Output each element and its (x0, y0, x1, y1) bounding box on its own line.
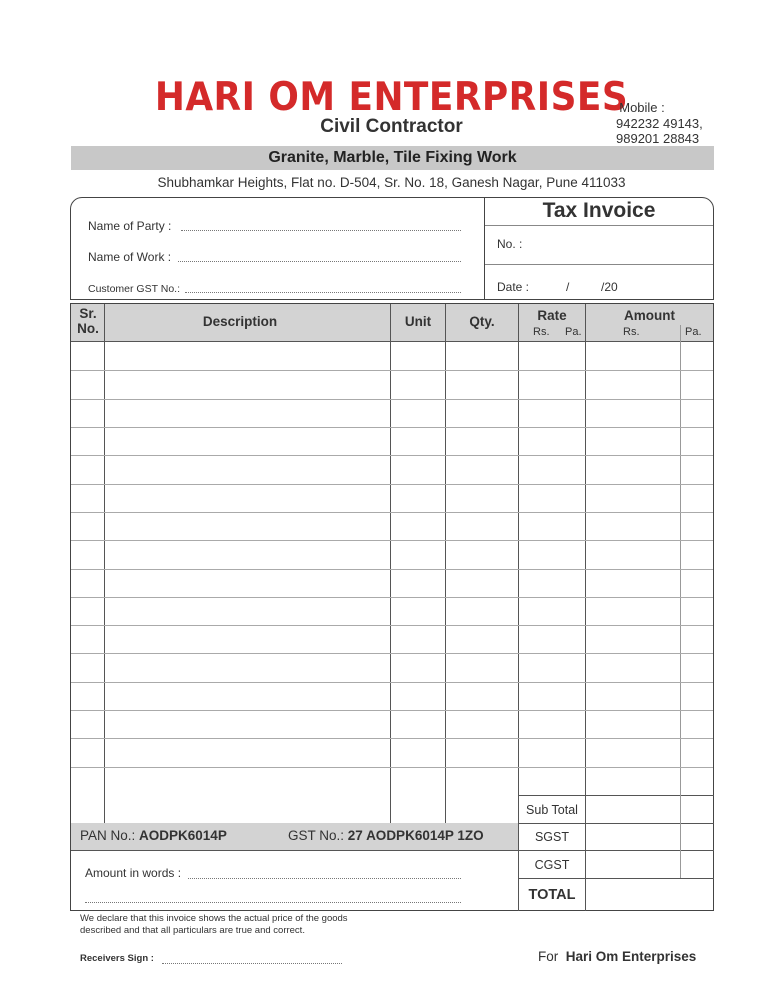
col-header-sr-line2: No. (77, 321, 99, 336)
item-row-line (71, 767, 713, 768)
name-of-party-field[interactable] (181, 230, 461, 231)
col-header-amount: Amount (624, 308, 675, 323)
gst-label: GST No.: (288, 828, 345, 843)
declaration (80, 913, 348, 937)
item-row-line (71, 682, 713, 683)
col-header-description: Description (202, 314, 278, 329)
amount-in-words-field-1[interactable] (188, 878, 461, 879)
sgst-label: SGST (534, 830, 570, 844)
invoice-divider-2 (485, 264, 713, 265)
col-line-unit (445, 304, 446, 823)
col-header-rate: Rate (537, 308, 567, 323)
sub-total-label: Sub Total (526, 803, 578, 817)
party-box-divider (484, 197, 485, 300)
receivers-sign-field[interactable] (162, 963, 342, 964)
pan-value: AODPK6014P (139, 828, 227, 843)
gst-number (288, 828, 484, 843)
customer-gst-field[interactable] (185, 292, 461, 293)
amount-in-words-label: Amount in words : (85, 866, 182, 880)
item-row-line (71, 370, 713, 371)
item-row-line (71, 512, 713, 513)
mobile-number-2: 989201 28843 (616, 131, 700, 146)
mobile-label: Mobile : (619, 100, 665, 115)
item-row-line (71, 399, 713, 400)
company-name: HARI OM ENTERPRISES (154, 75, 629, 120)
amount-in-words-field-2[interactable] (85, 902, 461, 903)
rate-pa-label: Pa. (565, 326, 582, 338)
item-row-line (71, 625, 713, 626)
table-header-line (71, 341, 713, 342)
for-company (538, 949, 696, 964)
name-of-work-field[interactable] (178, 261, 461, 262)
col-line-qty (518, 304, 519, 911)
item-row-line (71, 484, 713, 485)
item-row-line (71, 540, 713, 541)
amount-pa-label: Pa. (685, 326, 702, 338)
mobile-block (616, 100, 703, 147)
for-label: For (538, 949, 559, 964)
name-of-party-label: Name of Party : (88, 219, 172, 233)
services-band: Granite, Marble, Tile Fixing Work (71, 146, 714, 170)
invoice-date-label: Date : (497, 280, 530, 294)
total-label: TOTAL (528, 887, 576, 903)
amount-rs-label: Rs. (623, 326, 640, 338)
item-row-line (71, 569, 713, 570)
item-row-line (71, 738, 713, 739)
mobile-number-1: 942232 49143, (616, 115, 703, 131)
declaration-line-2: described and that all particulars are true and correct. (80, 925, 305, 936)
col-line-desc (390, 304, 391, 823)
rate-rs-label: Rs. (533, 326, 550, 338)
declaration-line-1: We declare that this invoice shows the actual price of the goods (80, 913, 348, 924)
invoice-divider-1 (485, 225, 713, 226)
invoice-date-sep: / (566, 280, 570, 294)
customer-gst-label: Customer GST No.: (88, 283, 180, 295)
tax-invoice-title: Tax Invoice (542, 199, 656, 222)
pan-bottom-line (71, 850, 518, 851)
col-header-qty: Qty. (469, 314, 495, 329)
col-line-rate (585, 304, 586, 911)
item-row-line (71, 427, 713, 428)
col-header-unit: Unit (404, 314, 432, 329)
col-header-sr (72, 306, 104, 336)
name-of-work-label: Name of Work : (88, 250, 172, 264)
cgst-label: CGST (534, 858, 570, 872)
item-row-line (71, 597, 713, 598)
for-company-name: Hari Om Enterprises (565, 949, 697, 964)
pan-label: PAN No.: (80, 828, 136, 843)
col-header-sr-line1: Sr. (79, 306, 97, 321)
cgst-bottom-line (518, 878, 714, 879)
totals-pa-line (680, 795, 681, 878)
subtotal-top-line (518, 795, 714, 796)
invoice-date-year: /20 (601, 280, 618, 294)
gst-value: 27 AODPK6014P 1ZO (347, 828, 484, 843)
item-row-line (71, 653, 713, 654)
pan-number (80, 828, 227, 843)
col-line-sr (104, 304, 105, 823)
sgst-bottom-line (518, 850, 714, 851)
invoice-no-label: No. : (497, 237, 523, 251)
receivers-sign-label: Receivers Sign : (80, 953, 154, 964)
item-row-line (71, 710, 713, 711)
item-row-line (71, 455, 713, 456)
company-address: Shubhamkar Heights, Flat no. D-504, Sr. No. 18, Ganesh Nagar, Pune 411033 (157, 175, 626, 190)
company-subtitle: Civil Contractor (320, 116, 463, 137)
items-table (70, 303, 714, 911)
